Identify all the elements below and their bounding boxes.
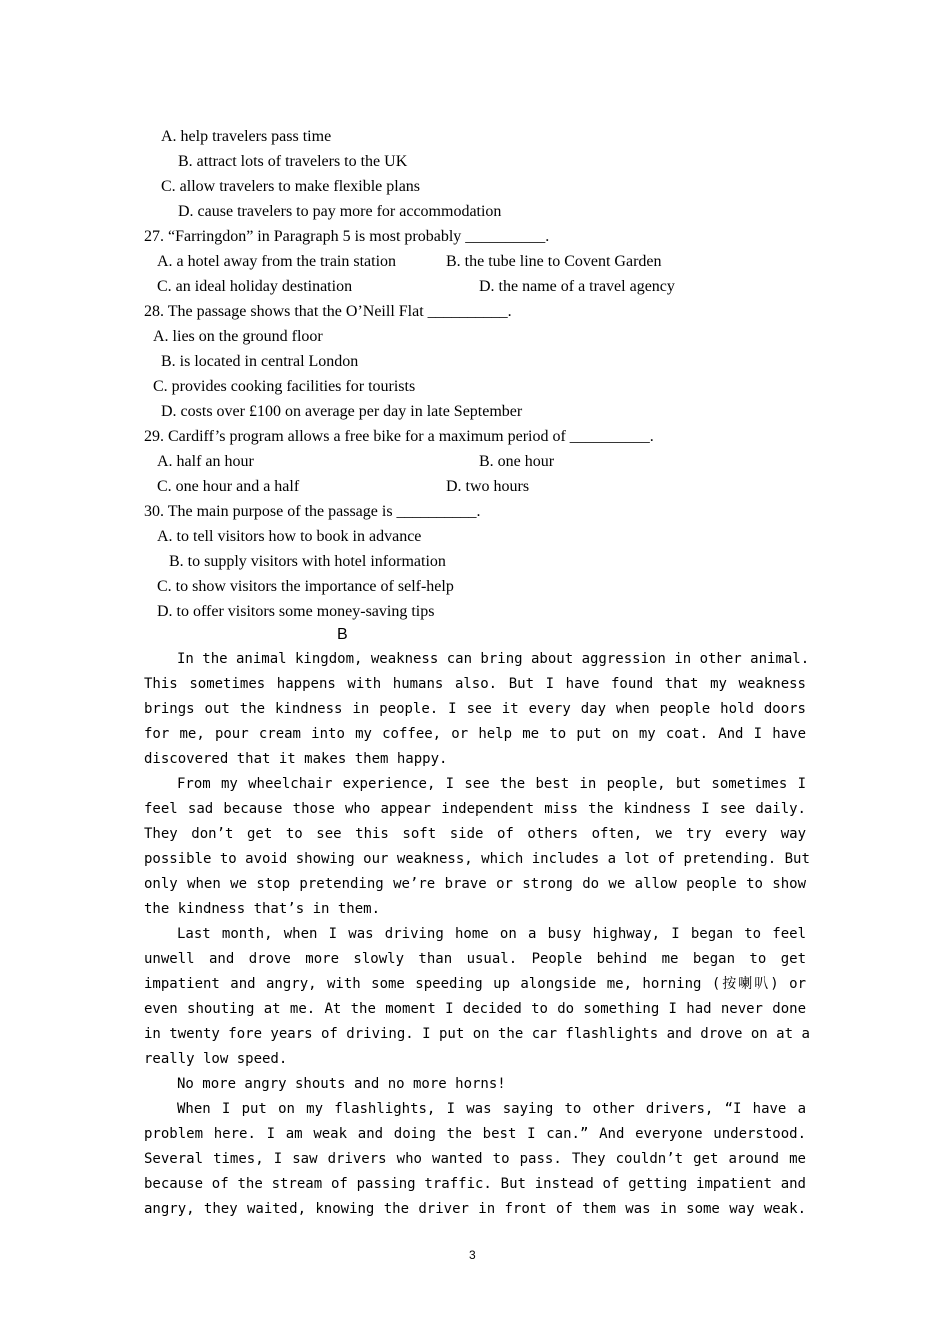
passage-line: feel sad because those who appear independent miss the kindness I see daily. [144,801,806,817]
q29-option-a: A. half an hour [157,453,254,470]
passage-line: From my wheelchair experience, I see the best in people, but sometimes I [177,776,806,792]
q26-option-a: A. help travelers pass time [161,128,332,145]
passage-line: When I put on my flashlights, I was saying to other drivers, “I have a [177,1101,806,1117]
passage-line: even shouting at me. At the moment I decided to do something I had never done [144,1001,806,1017]
passage-line: impatient and angry, with some speeding up alongside me, horning (按喇叭) or [144,976,806,992]
q27-option-a: A. a hotel away from the train station [157,253,397,270]
passage-line: This sometimes happens with humans also. But I have found that my weakness [144,676,806,692]
q30-option-b: B. to supply visitors with hotel information [169,553,446,570]
passage-line: angry, they waited, knowing the driver in front of them was in some way weak. [144,1201,806,1217]
passage-line: because of the stream of passing traffic. But instead of getting impatient and [144,1176,806,1192]
q27-option-c: C. an ideal holiday destination [157,278,353,295]
passage-line: Several times, I saw drivers who wanted to pass. They couldn’t get around me [144,1151,806,1167]
passage-line: discovered that it makes them happy. [144,751,448,767]
q27-option-d: D. the name of a travel agency [479,278,675,295]
q27-stem: 27. “Farringdon” in Paragraph 5 is most probably __________. [144,228,550,245]
q28-option-a: A. lies on the ground floor [153,328,323,345]
q29-stem: 29. Cardiff’s program allows a free bike for a maximum period of __________. [144,428,654,445]
passage-line: for me, pour cream into my coffee, or help me to put on my coat. And I have [144,726,806,742]
q26-option-b: B. attract lots of travelers to the UK [178,153,408,170]
q30-option-d: D. to offer visitors some money-saving tips [157,603,435,620]
q30-stem: 30. The main purpose of the passage is __________. [144,503,481,520]
passage-line: possible to avoid showing our weakness, which includes a lot of pretending. But [144,851,810,867]
q28-option-c: C. provides cooking facilities for tourists [153,378,416,395]
q26-option-c: C. allow travelers to make flexible plans [161,178,421,195]
section-b-heading: B [337,626,348,643]
passage-line: in twenty fore years of driving. I put on the car flashlights and drove on at a [144,1026,810,1042]
q26-option-d: D. cause travelers to pay more for accommodation [178,203,502,220]
passage-line: brings out the kindness in people. I see it every day when people hold doors [144,701,806,717]
passage-line: the kindness that’s in them. [144,901,381,917]
q28-option-d: D. costs over £100 on average per day in late September [161,403,523,420]
q29-option-b: B. one hour [479,453,555,470]
passage-line: only when we stop pretending we’re brave or strong do we allow people to show [144,876,806,892]
q30-option-c: C. to show visitors the importance of self-help [157,578,454,595]
q27-option-b: B. the tube line to Covent Garden [446,253,662,270]
q30-option-a: A. to tell visitors how to book in advance [157,528,422,545]
passage-line: problem here. I am weak and doing the best I can.” And everyone understood. [144,1126,806,1142]
q28-stem: 28. The passage shows that the O’Neill Flat __________. [144,303,512,320]
q29-option-c: C. one hour and a half [157,478,300,495]
page-number: 3 [469,1248,476,1262]
passage-line: In the animal kingdom, weakness can bring about aggression in other animal. [177,651,810,667]
passage-line: really low speed. [144,1051,288,1067]
q28-option-b: B. is located in central London [161,353,359,370]
passage-line: No more angry shouts and no more horns! [177,1076,506,1092]
q29-option-d: D. two hours [446,478,530,495]
passage-line: They don’t get to see this soft side of others often, we try every way [144,826,806,842]
passage-line: Last month, when I was driving home on a busy highway, I began to feel [177,926,806,942]
passage-line: unwell and drove more slowly than usual. People behind me began to get [144,951,806,967]
